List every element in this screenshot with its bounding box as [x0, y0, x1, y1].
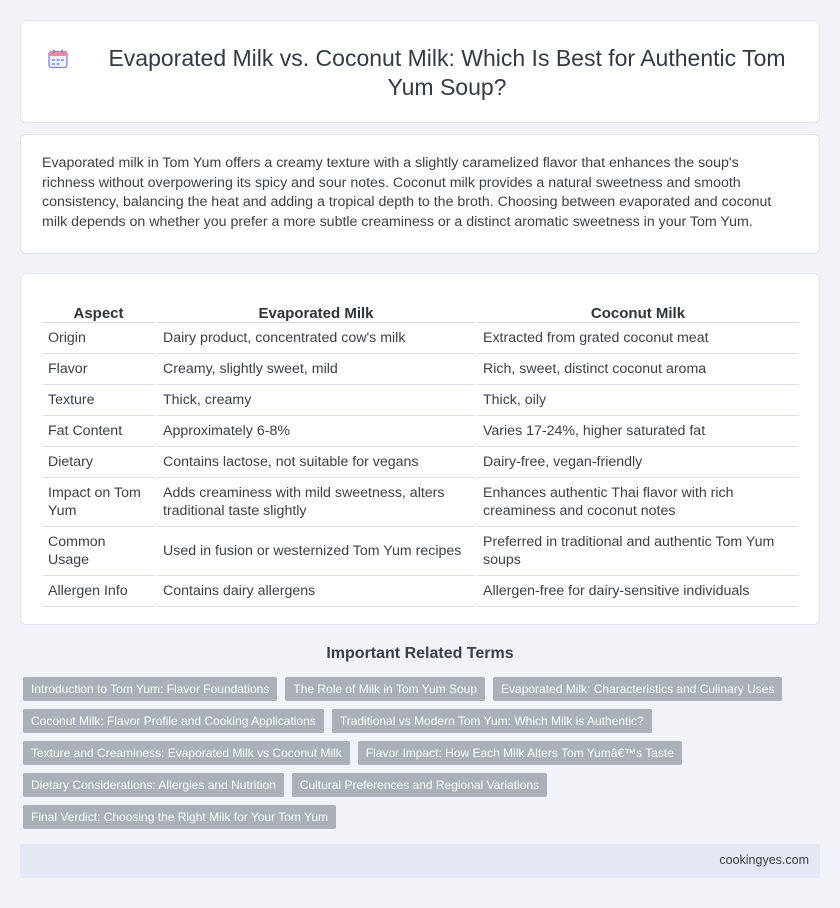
coconut-milk-cell: Dairy-free, vegan-friendly: [476, 446, 799, 477]
title-card: [20, 20, 820, 123]
comparison-table: [42, 296, 799, 607]
coconut-milk-cell: Varies 17-24%, higher saturated fat: [476, 415, 799, 446]
calendar-icon: [47, 48, 69, 70]
table-row: [42, 384, 799, 415]
footer: [20, 844, 820, 878]
coconut-milk-cell: Rich, sweet, distinct coconut aroma: [476, 353, 799, 384]
row-aspect-cell: Common Usage: [42, 526, 156, 575]
column-header-aspect: Aspect: [42, 296, 156, 322]
evaporated-milk-cell: Thick, creamy: [156, 384, 476, 415]
related-term-tag[interactable]: Dietary Considerations: Allergies and Nutrition: [23, 773, 284, 797]
related-term-tag[interactable]: Traditional vs Modern Tom Yum: Which Milk is Authentic?: [332, 709, 652, 733]
related-term-tag[interactable]: Introduction to Tom Yum: Flavor Foundations: [23, 677, 277, 701]
table-row: [42, 353, 799, 384]
related-term-tag[interactable]: Texture and Creaminess: Evaporated Milk vs Coconut Milk: [23, 741, 350, 765]
column-header-coconut-milk: Coconut Milk: [476, 296, 799, 322]
coconut-milk-cell: Thick, oily: [476, 384, 799, 415]
related-term-tag[interactable]: Final Verdict: Choosing the Right Milk for Your Tom Yum: [23, 805, 336, 829]
row-aspect-cell: Origin: [42, 322, 156, 353]
evaporated-milk-cell: Dairy product, concentrated cow's milk: [156, 322, 476, 353]
table-row: [42, 322, 799, 353]
related-terms-list: [23, 677, 803, 829]
row-aspect-cell: Fat Content: [42, 415, 156, 446]
comparison-card: [20, 273, 820, 625]
related-term-tag[interactable]: Flavor Impact: How Each Milk Alters Tom Yumâ€™s Taste: [358, 741, 682, 765]
table-row: [42, 477, 799, 526]
table-row: [42, 446, 799, 477]
evaporated-milk-cell: Used in fusion or westernized Tom Yum recipes: [156, 526, 476, 575]
coconut-milk-cell: Enhances authentic Thai flavor with rich creaminess and coconut notes: [476, 477, 799, 526]
related-term-tag[interactable]: The Role of Milk in Tom Yum Soup: [285, 677, 485, 701]
evaporated-milk-cell: Contains dairy allergens: [156, 575, 476, 606]
table-row: [42, 575, 799, 606]
evaporated-milk-cell: Approximately 6-8%: [156, 415, 476, 446]
coconut-milk-cell: Preferred in traditional and authentic Tom Yum soups: [476, 526, 799, 575]
table-header-row: [42, 296, 799, 322]
row-aspect-cell: Dietary: [42, 446, 156, 477]
related-term-tag[interactable]: Cultural Preferences and Regional Variations: [292, 773, 547, 797]
row-aspect-cell: Texture: [42, 384, 156, 415]
row-aspect-cell: Allergen Info: [42, 575, 156, 606]
table-row: [42, 415, 799, 446]
coconut-milk-cell: Extracted from grated coconut meat: [476, 322, 799, 353]
related-term-tag[interactable]: Coconut Milk: Flavor Profile and Cooking Applications: [23, 709, 324, 733]
row-aspect-cell: Flavor: [42, 353, 156, 384]
row-aspect-cell: Impact on Tom Yum: [42, 477, 156, 526]
coconut-milk-cell: Allergen-free for dairy-sensitive individuals: [476, 575, 799, 606]
intro-paragraph: Evaporated milk in Tom Yum offers a creamy texture with a slightly caramelized flavor that enhances the soup's richness without overpowering its spicy and sour notes. Coconut milk provides a natural sweetness and smooth consistency, balancing the heat and adding a tropical depth to the broth. Choosing between evaporated and coconut milk depends on whether you prefer a more subtle creaminess or a distinct aromatic sweetness in your Tom Yum.: [42, 155, 772, 230]
related-term-tag[interactable]: Evaporated Milk: Characteristics and Culinary Uses: [493, 677, 782, 701]
column-header-evaporated-milk: Evaporated Milk: [156, 296, 476, 322]
evaporated-milk-cell: Contains lactose, not suitable for vegans: [156, 446, 476, 477]
page-title: Evaporated Milk vs. Coconut Milk: Which Is Best for Authentic Tom Yum Soup?: [108, 45, 786, 100]
footer-site-name: cookingyes.com: [719, 853, 809, 867]
related-terms-heading: Important Related Terms: [326, 645, 514, 662]
table-row: [42, 526, 799, 575]
evaporated-milk-cell: Adds creaminess with mild sweetness, alters traditional taste slightly: [156, 477, 476, 526]
evaporated-milk-cell: Creamy, slightly sweet, mild: [156, 353, 476, 384]
intro-card: [20, 134, 820, 254]
